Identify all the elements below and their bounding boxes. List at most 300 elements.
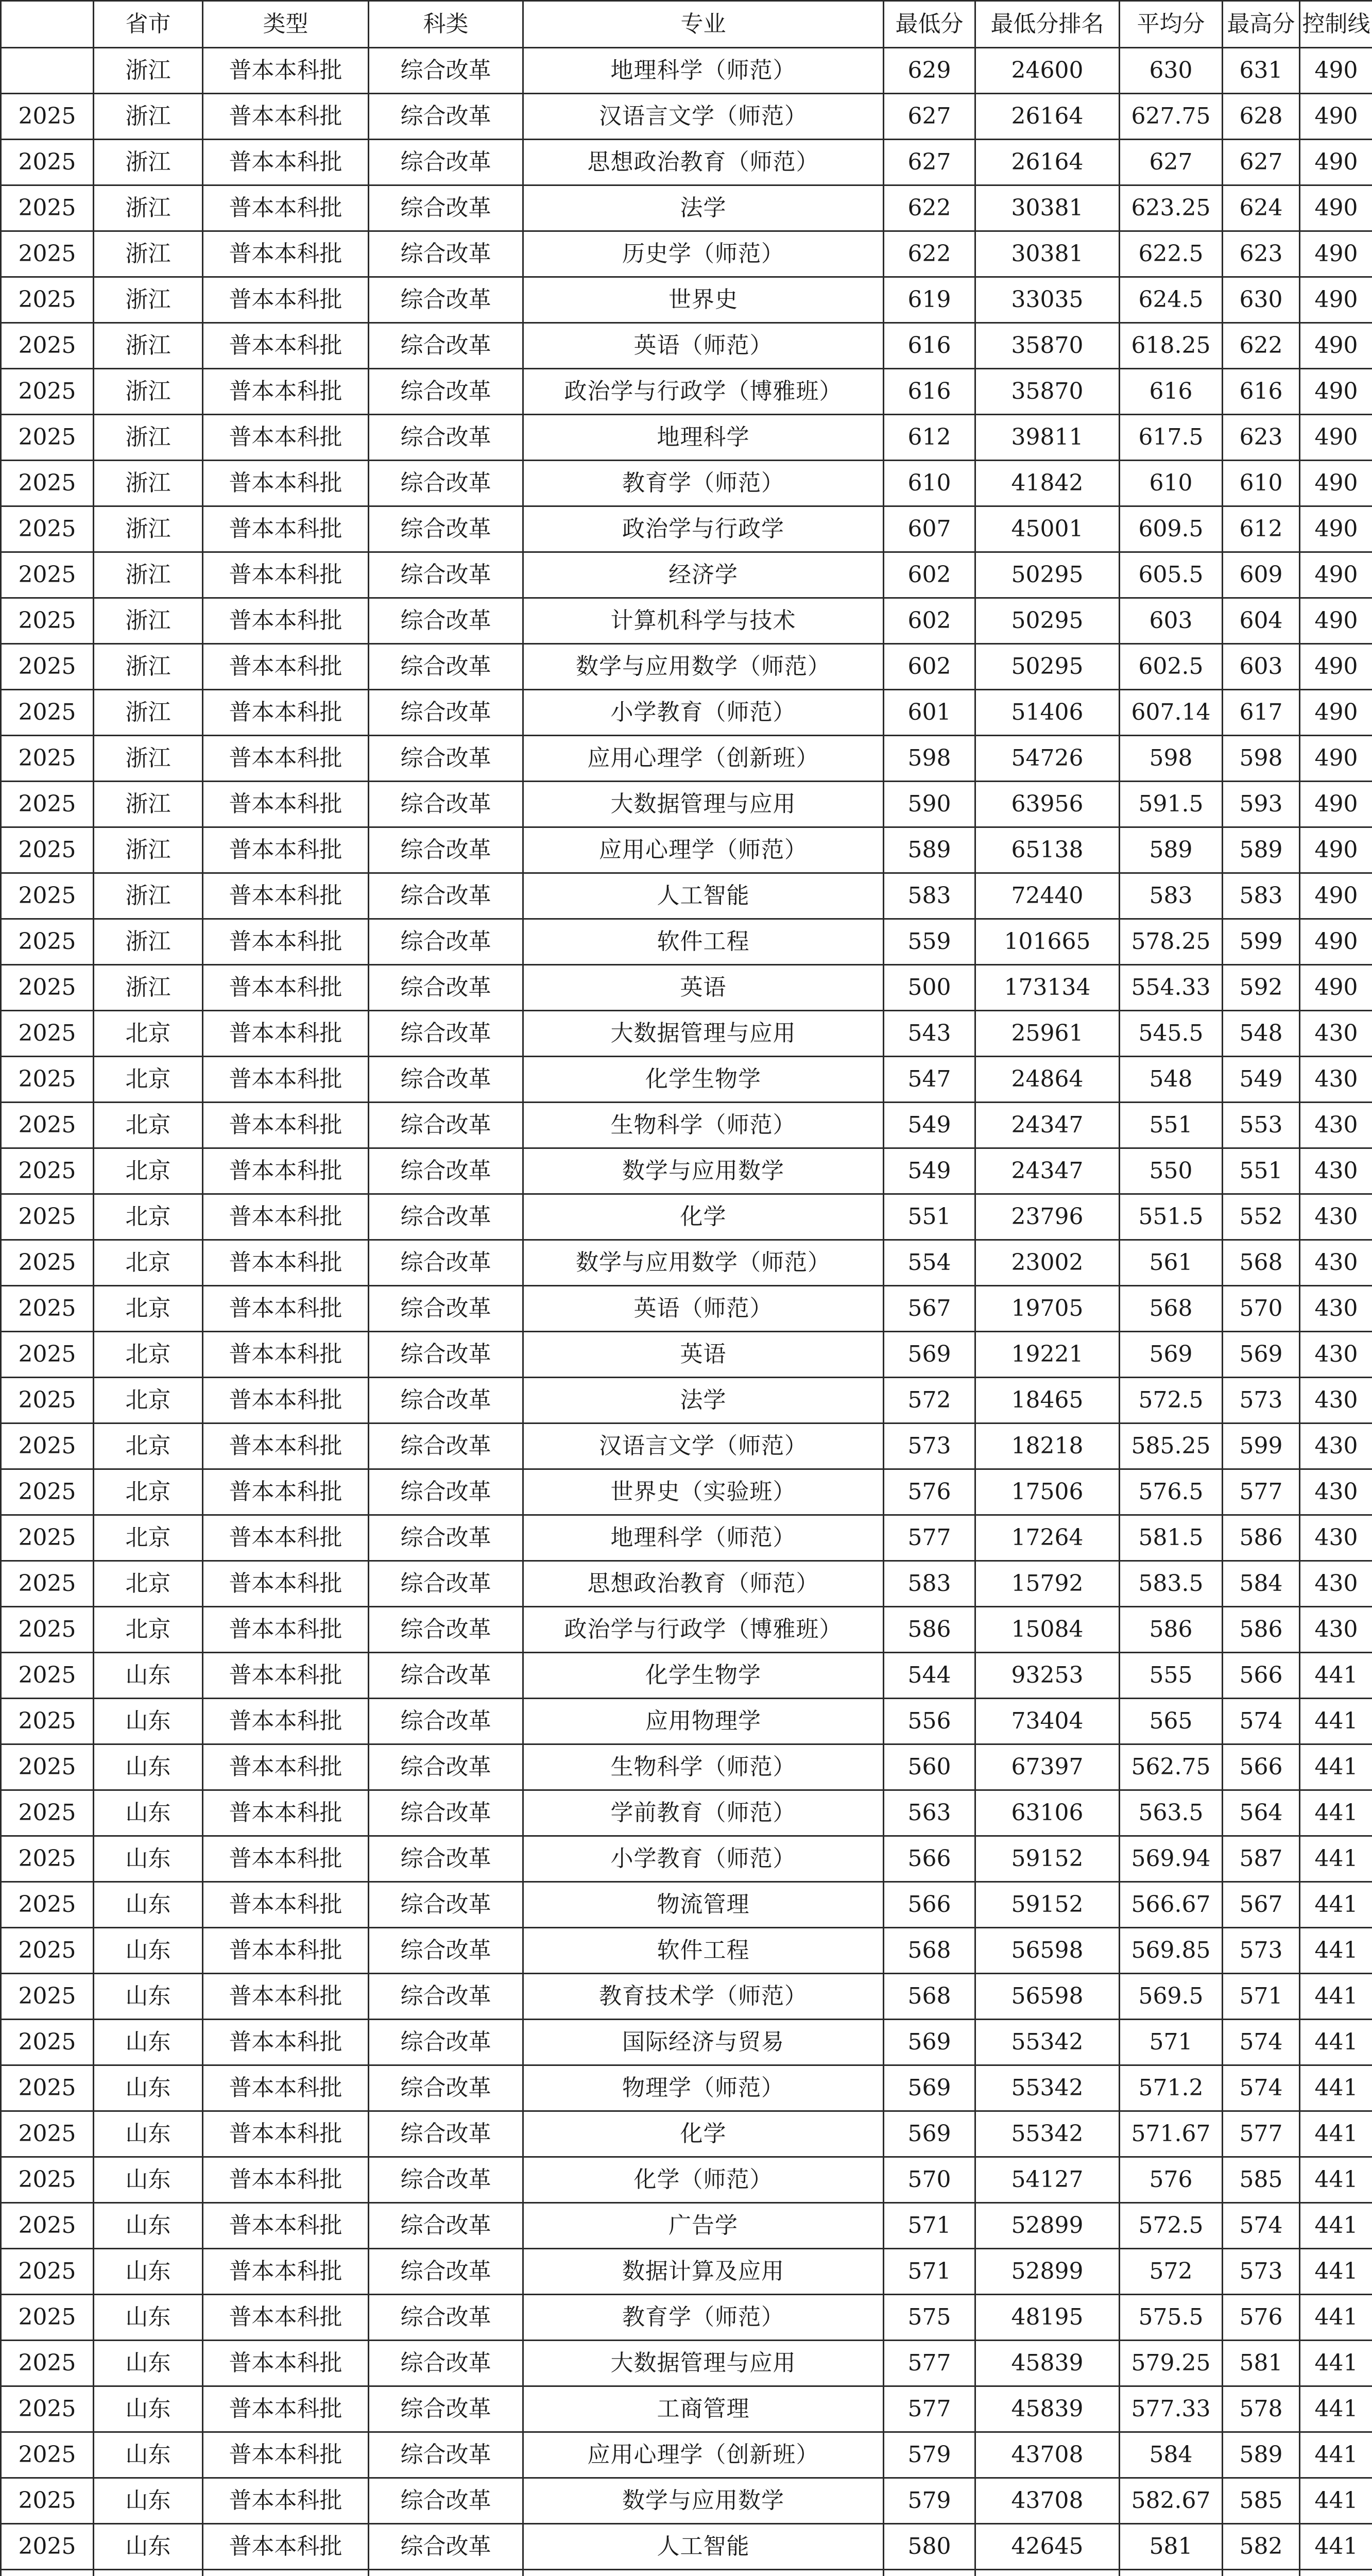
cell-avg-score: 571.67: [1120, 2111, 1223, 2157]
cell-min-score: 629: [884, 48, 975, 94]
cell-avg-score: 607.14: [1120, 690, 1223, 736]
cell-year: 2025: [1, 1699, 94, 1744]
cell-min-score: 569: [884, 2020, 975, 2065]
cell-min-score: 571: [884, 2203, 975, 2249]
cell-control-line: 441: [1300, 2020, 1372, 2065]
cell-min-score: 627: [884, 94, 975, 140]
cell-province: 浙江: [94, 48, 203, 94]
cell-min-score: 566: [884, 1882, 975, 1928]
cell-major: 思想政治教育（师范）: [523, 1561, 884, 1607]
cell-avg-score: 585.25: [1120, 1423, 1223, 1469]
cell-province: 山东: [94, 1699, 203, 1744]
cell-control-line: 441: [1300, 2157, 1372, 2203]
cell-control-line: 490: [1300, 323, 1372, 369]
cell-category: 综合改革: [369, 552, 523, 598]
cell-min-score: 549: [884, 1103, 975, 1148]
cell-control-line: 441: [1300, 2524, 1372, 2570]
cell-category: 综合改革: [369, 1057, 523, 1103]
table-row: [1, 506, 1372, 552]
cell-year: 2025: [1, 690, 94, 736]
cell-major: 世界史: [523, 277, 884, 323]
cell-category: 综合改革: [369, 48, 523, 94]
table-row: [1, 965, 1372, 1011]
cell-max-score: 609: [1223, 552, 1300, 598]
cell-control-line: 490: [1300, 185, 1372, 231]
cell-category: 综合改革: [369, 2432, 523, 2478]
table-row: [1, 827, 1372, 873]
cell-avg-score: 571.2: [1120, 2065, 1223, 2111]
cell-category: 综合改革: [369, 323, 523, 369]
cell-major: [523, 2570, 884, 2576]
cell-province: 山东: [94, 2157, 203, 2203]
cell-min-score: 570: [884, 2157, 975, 2203]
header-min-rank: 最低分排名: [975, 1, 1120, 48]
cell-avg-score: 624.5: [1120, 277, 1223, 323]
header-max-score: 最高分: [1223, 1, 1300, 48]
cell-category: 综合改革: [369, 1011, 523, 1057]
cell-category: 综合改革: [369, 1378, 523, 1423]
cell-min-rank: 35870: [975, 369, 1120, 415]
cell-max-score: 571: [1223, 1974, 1300, 2020]
cell-min-rank: 24864: [975, 1057, 1120, 1103]
cell-min-score: 622: [884, 185, 975, 231]
cell-year: 2025: [1, 1790, 94, 1836]
table-row: [1, 1515, 1372, 1561]
cell-category: 综合改革: [369, 827, 523, 873]
cell-min-rank: 24347: [975, 1148, 1120, 1194]
cell-min-rank: 18218: [975, 1423, 1120, 1469]
header-category: 科类: [369, 1, 523, 48]
cell-type: 普本本科批: [203, 1240, 369, 1286]
cell-max-score: 552: [1223, 1194, 1300, 1240]
cell-avg-score: 578.25: [1120, 919, 1223, 965]
cell-province: 浙江: [94, 644, 203, 690]
cell-major: 英语: [523, 1332, 884, 1378]
cell-avg-score: 627: [1120, 140, 1223, 185]
cell-major: 数学与应用数学（师范）: [523, 1240, 884, 1286]
cell-control-line: 441: [1300, 1882, 1372, 1928]
cell-major: 计算机科学与技术: [523, 598, 884, 644]
cell-max-score: 622: [1223, 323, 1300, 369]
cell-avg-score: 603: [1120, 598, 1223, 644]
cell-major: 国际经济与贸易: [523, 2020, 884, 2065]
table-row: [1, 1744, 1372, 1790]
cell-type: 普本本科批: [203, 919, 369, 965]
table-row: [1, 2295, 1372, 2341]
cell-avg-score: 579.25: [1120, 2341, 1223, 2386]
table-row: [1, 2341, 1372, 2386]
cell-year: 2025: [1, 1378, 94, 1423]
cell-category: 综合改革: [369, 415, 523, 461]
cell-category: [369, 2570, 523, 2576]
cell-type: 普本本科批: [203, 1699, 369, 1744]
cell-min-score: 569: [884, 2065, 975, 2111]
cell-max-score: 564: [1223, 1790, 1300, 1836]
cell-min-rank: 50295: [975, 552, 1120, 598]
cell-category: 综合改革: [369, 644, 523, 690]
cell-type: 普本本科批: [203, 552, 369, 598]
cell-avg-score: 562.75: [1120, 1744, 1223, 1790]
header-province: 省市: [94, 1, 203, 48]
cell-avg-score: 577.33: [1120, 2386, 1223, 2432]
cell-province: 浙江: [94, 506, 203, 552]
cell-province: 山东: [94, 2341, 203, 2386]
cell-max-score: 583: [1223, 873, 1300, 919]
cell-year: 2025: [1, 2111, 94, 2157]
cell-category: 综合改革: [369, 1240, 523, 1286]
cell-major: 教育学（师范）: [523, 2295, 884, 2341]
cell-type: 普本本科批: [203, 782, 369, 827]
cell-control-line: 430: [1300, 1148, 1372, 1194]
cell-max-score: 586: [1223, 1607, 1300, 1653]
cell-min-rank: 173134: [975, 965, 1120, 1011]
cell-province: 浙江: [94, 598, 203, 644]
cell-min-rank: 72440: [975, 873, 1120, 919]
cell-year: 2025: [1, 1515, 94, 1561]
cell-type: 普本本科批: [203, 1378, 369, 1423]
table-row: [1, 369, 1372, 415]
cell-major: 软件工程: [523, 1928, 884, 1974]
cell-type: 普本本科批: [203, 1790, 369, 1836]
cell-major: 数学与应用数学: [523, 1148, 884, 1194]
cell-max-score: 573: [1223, 2249, 1300, 2295]
table-row: [1, 2386, 1372, 2432]
cell-avg-score: 623.25: [1120, 185, 1223, 231]
cell-category: 综合改革: [369, 2249, 523, 2295]
cell-type: 普本本科批: [203, 461, 369, 506]
cell-control-line: 441: [1300, 2249, 1372, 2295]
cell-control-line: 441: [1300, 2386, 1372, 2432]
cell-min-score: 551: [884, 1194, 975, 1240]
cell-category: 综合改革: [369, 506, 523, 552]
table-row: [1, 2203, 1372, 2249]
cell-province: 山东: [94, 1790, 203, 1836]
cell-province: 浙江: [94, 736, 203, 782]
cell-control-line: 490: [1300, 94, 1372, 140]
cell-province: [94, 2570, 203, 2576]
cell-province: 山东: [94, 2524, 203, 2570]
cell-major: 大数据管理与应用: [523, 1011, 884, 1057]
cell-type: 普本本科批: [203, 1607, 369, 1653]
cell-category: 综合改革: [369, 1515, 523, 1561]
cell-type: 普本本科批: [203, 1423, 369, 1469]
table-row: [1, 2524, 1372, 2570]
cell-major: 政治学与行政学（博雅班）: [523, 1607, 884, 1653]
cell-control-line: 441: [1300, 1790, 1372, 1836]
table-row: [1, 782, 1372, 827]
cell-year: 2025: [1, 1607, 94, 1653]
cell-province: 北京: [94, 1469, 203, 1515]
cell-type: 普本本科批: [203, 1561, 369, 1607]
cell-min-rank: 18465: [975, 1378, 1120, 1423]
cell-year: 2025: [1, 231, 94, 277]
cell-province: 浙江: [94, 277, 203, 323]
cell-province: 浙江: [94, 140, 203, 185]
cell-type: 普本本科批: [203, 369, 369, 415]
cell-max-score: 573: [1223, 1378, 1300, 1423]
cell-province: 浙江: [94, 323, 203, 369]
cell-min-score: 560: [884, 1744, 975, 1790]
cell-max-score: 578: [1223, 2386, 1300, 2432]
cell-avg-score: 569.5: [1120, 1974, 1223, 2020]
cell-min-score: 580: [884, 2524, 975, 2570]
cell-province: 北京: [94, 1194, 203, 1240]
cell-min-score: 544: [884, 1653, 975, 1699]
cell-max-score: 574: [1223, 2203, 1300, 2249]
cell-control-line: 490: [1300, 965, 1372, 1011]
cell-year: 2025: [1, 1103, 94, 1148]
cell-type: 普本本科批: [203, 1194, 369, 1240]
cell-max-score: 598: [1223, 736, 1300, 782]
cell-type: 普本本科批: [203, 323, 369, 369]
table-row: [1, 94, 1372, 140]
cell-avg-score: 581: [1120, 2524, 1223, 2570]
cell-min-rank: 55342: [975, 2020, 1120, 2065]
cell-type: 普本本科批: [203, 1103, 369, 1148]
cell-major: 化学（师范）: [523, 2157, 884, 2203]
cell-avg-score: 561: [1120, 1240, 1223, 1286]
table-row: [1, 1286, 1372, 1332]
cell-province: 北京: [94, 1286, 203, 1332]
cell-type: 普本本科批: [203, 2432, 369, 2478]
cell-type: 普本本科批: [203, 2478, 369, 2524]
cell-avg-score: 572: [1120, 2249, 1223, 2295]
cell-min-score: 556: [884, 1699, 975, 1744]
cell-avg-score: 545.5: [1120, 1011, 1223, 1057]
cell-year: 2025: [1, 2386, 94, 2432]
cell-control-line: 441: [1300, 1653, 1372, 1699]
cell-max-score: [1223, 2570, 1300, 2576]
cell-min-score: 568: [884, 1928, 975, 1974]
cell-province: 北京: [94, 1240, 203, 1286]
cell-category: 综合改革: [369, 1836, 523, 1882]
cell-control-line: 441: [1300, 1836, 1372, 1882]
table-row: [1, 1103, 1372, 1148]
cell-year: 2025: [1, 369, 94, 415]
table-row: [1, 2478, 1372, 2524]
cell-category: 综合改革: [369, 1423, 523, 1469]
cell-min-score: 579: [884, 2432, 975, 2478]
cell-avg-score: 630: [1120, 48, 1223, 94]
cell-year: 2025: [1, 1194, 94, 1240]
cell-max-score: 581: [1223, 2341, 1300, 2386]
table-row: [1, 690, 1372, 736]
cell-min-score: 610: [884, 461, 975, 506]
table-row: [1, 185, 1372, 231]
cell-major: 应用物理学: [523, 1699, 884, 1744]
cell-max-score: 576: [1223, 2295, 1300, 2341]
cell-min-score: 573: [884, 1423, 975, 1469]
cell-category: 综合改革: [369, 1928, 523, 1974]
cell-min-score: 616: [884, 323, 975, 369]
cell-year: 2025: [1, 1836, 94, 1882]
cell-province: 浙江: [94, 552, 203, 598]
cell-min-score: 589: [884, 827, 975, 873]
cell-type: 普本本科批: [203, 1332, 369, 1378]
cell-min-rank: 93253: [975, 1653, 1120, 1699]
cell-province: 北京: [94, 1332, 203, 1378]
cell-category: 综合改革: [369, 736, 523, 782]
cell-control-line: 490: [1300, 231, 1372, 277]
cell-province: 浙江: [94, 919, 203, 965]
cell-category: 综合改革: [369, 598, 523, 644]
cell-major: 应用心理学（师范）: [523, 827, 884, 873]
cell-min-rank: 59152: [975, 1882, 1120, 1928]
table-row: [1, 2111, 1372, 2157]
cell-province: 北京: [94, 1515, 203, 1561]
cell-avg-score: 572.5: [1120, 2203, 1223, 2249]
cell-min-rank: 17264: [975, 1515, 1120, 1561]
cell-control-line: 430: [1300, 1332, 1372, 1378]
cell-major: 化学生物学: [523, 1653, 884, 1699]
cell-major: 生物科学（师范）: [523, 1744, 884, 1790]
table-row: [1, 2432, 1372, 2478]
cell-category: 综合改革: [369, 369, 523, 415]
cell-min-score: 627: [884, 140, 975, 185]
cell-min-score: 602: [884, 598, 975, 644]
cell-max-score: 587: [1223, 1836, 1300, 1882]
cell-max-score: 553: [1223, 1103, 1300, 1148]
cell-province: 山东: [94, 2295, 203, 2341]
cell-province: 浙江: [94, 461, 203, 506]
cell-control-line: 490: [1300, 140, 1372, 185]
cell-category: 综合改革: [369, 2524, 523, 2570]
table-row: [1, 2157, 1372, 2203]
cell-avg-score: 571: [1120, 2020, 1223, 2065]
cell-province: 北京: [94, 1148, 203, 1194]
cell-province: 山东: [94, 2432, 203, 2478]
cell-max-score: 569: [1223, 1332, 1300, 1378]
cell-province: 山东: [94, 1974, 203, 2020]
cell-major: 应用心理学（创新班）: [523, 736, 884, 782]
cell-min-rank: 45839: [975, 2386, 1120, 2432]
cell-year: 2025: [1, 185, 94, 231]
cell-max-score: 568: [1223, 1240, 1300, 1286]
cell-min-rank: 23796: [975, 1194, 1120, 1240]
cell-avg-score: 576.5: [1120, 1469, 1223, 1515]
header-type: 类型: [203, 1, 369, 48]
cell-control-line: 490: [1300, 552, 1372, 598]
cell-year: 2025: [1, 2020, 94, 2065]
cell-major: 化学: [523, 2111, 884, 2157]
cell-max-score: 570: [1223, 1286, 1300, 1332]
cell-category: 综合改革: [369, 2157, 523, 2203]
table-row: [1, 415, 1372, 461]
cell-max-score: 616: [1223, 369, 1300, 415]
cell-max-score: 631: [1223, 48, 1300, 94]
cell-province: 浙江: [94, 94, 203, 140]
table-row: [1, 1332, 1372, 1378]
cell-year: 2025: [1, 2065, 94, 2111]
cell-min-rank: 43708: [975, 2478, 1120, 2524]
cell-min-rank: 30381: [975, 185, 1120, 231]
cell-min-score: 569: [884, 1332, 975, 1378]
cell-min-rank: 73404: [975, 1699, 1120, 1744]
cell-province: 浙江: [94, 231, 203, 277]
cell-avg-score: 550: [1120, 1148, 1223, 1194]
table-row: [1, 461, 1372, 506]
cell-type: 普本本科批: [203, 1515, 369, 1561]
cell-min-score: 549: [884, 1148, 975, 1194]
cell-year: 2025: [1, 782, 94, 827]
cell-year: 2025: [1, 1240, 94, 1286]
cell-control-line: [1300, 2570, 1372, 2576]
cell-max-score: 612: [1223, 506, 1300, 552]
cell-min-score: 598: [884, 736, 975, 782]
cell-category: 综合改革: [369, 2203, 523, 2249]
cell-major: 思想政治教育（师范）: [523, 140, 884, 185]
cell-year: 2025: [1, 1057, 94, 1103]
cell-category: 综合改革: [369, 2295, 523, 2341]
cell-major: 应用心理学（创新班）: [523, 2432, 884, 2478]
cell-type: 普本本科批: [203, 1882, 369, 1928]
cell-avg-score: 616: [1120, 369, 1223, 415]
table-row: [1, 1469, 1372, 1515]
cell-avg-score: 548: [1120, 1057, 1223, 1103]
cell-major: 化学: [523, 1194, 884, 1240]
cell-min-score: 569: [884, 2111, 975, 2157]
cell-type: 普本本科批: [203, 1744, 369, 1790]
cell-max-score: 623: [1223, 231, 1300, 277]
cell-major: 小学教育（师范）: [523, 690, 884, 736]
cell-min-rank: 24600: [975, 48, 1120, 94]
cell-min-rank: 19221: [975, 1332, 1120, 1378]
cell-year: 2025: [1, 1286, 94, 1332]
cell-min-score: 602: [884, 644, 975, 690]
cell-control-line: 430: [1300, 1378, 1372, 1423]
cell-control-line: 490: [1300, 461, 1372, 506]
cell-year: 2025: [1, 2524, 94, 2570]
cell-control-line: 430: [1300, 1103, 1372, 1148]
cell-type: 普本本科批: [203, 94, 369, 140]
cell-control-line: 430: [1300, 1469, 1372, 1515]
table-row: [1, 1378, 1372, 1423]
cell-type: 普本本科批: [203, 1469, 369, 1515]
cell-avg-score: 605.5: [1120, 552, 1223, 598]
cell-min-score: 579: [884, 2478, 975, 2524]
cell-year: 2025: [1, 873, 94, 919]
cell-min-rank: 54127: [975, 2157, 1120, 2203]
cell-category: 综合改革: [369, 461, 523, 506]
cell-type: 普本本科批: [203, 736, 369, 782]
cell-major: 地理科学（师范）: [523, 48, 884, 94]
cell-major: 英语: [523, 965, 884, 1011]
table-row: [1, 1057, 1372, 1103]
cell-avg-score: 565: [1120, 1699, 1223, 1744]
cell-category: 综合改革: [369, 2386, 523, 2432]
cell-major: 软件工程: [523, 919, 884, 965]
cell-max-score: 566: [1223, 1653, 1300, 1699]
cell-major: 物流管理: [523, 1882, 884, 1928]
table-row: [1, 323, 1372, 369]
cell-avg-score: 551.5: [1120, 1194, 1223, 1240]
cell-year: 2025: [1, 2341, 94, 2386]
cell-min-rank: 54726: [975, 736, 1120, 782]
cell-max-score: 610: [1223, 461, 1300, 506]
cell-major: 学前教育（师范）: [523, 1790, 884, 1836]
cell-min-rank: 67397: [975, 1744, 1120, 1790]
cell-avg-score: 576: [1120, 2157, 1223, 2203]
cell-year: [1, 2570, 94, 2576]
header-avg-score: 平均分: [1120, 1, 1223, 48]
cell-category: 综合改革: [369, 1103, 523, 1148]
cell-province: 浙江: [94, 782, 203, 827]
cell-year: 2025: [1, 919, 94, 965]
cell-min-score: 583: [884, 1561, 975, 1607]
cell-min-score: 622: [884, 231, 975, 277]
cell-min-score: 571: [884, 2249, 975, 2295]
cell-control-line: 441: [1300, 2341, 1372, 2386]
